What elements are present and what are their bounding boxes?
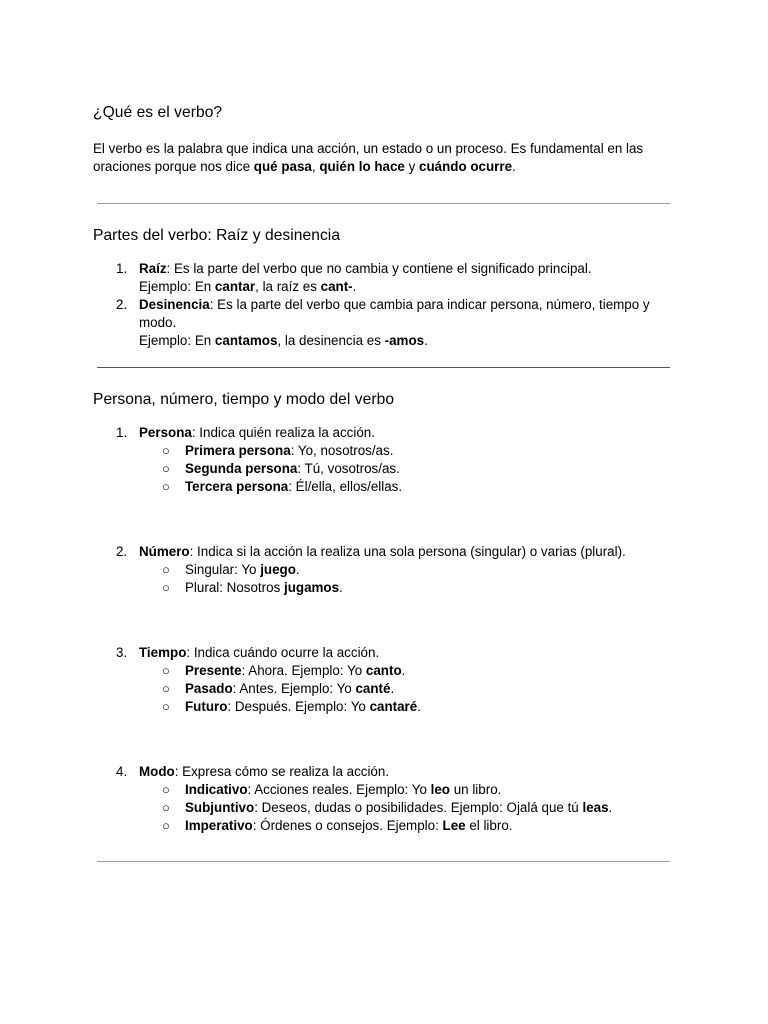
section-divider (97, 861, 670, 862)
example-text: . (352, 279, 357, 294)
sub-text: el libro. (465, 818, 513, 833)
term-tiempo: Tiempo (139, 645, 187, 660)
sub-list-item (139, 817, 673, 835)
circle-bullet-icon: ○ (162, 782, 170, 797)
list-item-modo (93, 763, 673, 835)
list-item-tiempo (93, 644, 673, 716)
sub-text: . (390, 681, 395, 696)
list-item-raiz (93, 260, 673, 296)
sub-list (139, 662, 673, 716)
intro-text: . (512, 159, 516, 174)
persona-numero-tiempo-modo-list (93, 424, 673, 835)
sub-bold: canto (365, 663, 402, 678)
intro-text: El verbo es la palabra que indica una acción, un estado o un proceso. Es fundamental en las oraciones porque nos dice (93, 141, 644, 174)
sub-list-item (139, 662, 673, 680)
sub-text: . (417, 699, 421, 714)
sub-term: Primera persona (185, 443, 291, 458)
sub-bold: canté (355, 681, 391, 696)
sub-text: : Él/ella, ellos/ellas. (288, 479, 403, 494)
sub-term: Tercera persona (185, 479, 289, 494)
sub-list-item (139, 442, 673, 460)
circle-bullet-icon: ○ (162, 663, 170, 678)
list-item-persona (93, 424, 673, 496)
sub-text: : Después. Ejemplo: Yo (227, 699, 370, 714)
sub-term: Imperativo (185, 818, 253, 833)
intro-text: y (404, 159, 420, 174)
sub-list-item (139, 698, 673, 716)
section-divider (97, 203, 670, 204)
section-divider (97, 367, 670, 368)
circle-bullet-icon: ○ (162, 818, 170, 833)
sub-list-item (139, 781, 673, 799)
sub-term: Presente (185, 663, 242, 678)
sub-text: un libro. (450, 782, 502, 797)
sub-term: Indicativo (185, 782, 248, 797)
term-raiz: Raíz (139, 261, 167, 276)
term-numero: Número (139, 544, 190, 559)
item-description: : Expresa cómo se realiza la acción. (174, 764, 390, 779)
sub-list (139, 442, 673, 496)
sub-list (139, 561, 673, 597)
item-description: : Indica si la acción la realiza una sola persona (singular) o varias (plural). (189, 544, 626, 559)
sub-bold: leo (430, 782, 450, 797)
example-text: Ejemplo: En (139, 279, 215, 294)
sub-bold: jugamos (283, 580, 340, 595)
section-title-persona-numero-tiempo-modo: Persona, número, tiempo y modo del verbo (93, 391, 395, 408)
sub-text: : Yo, nosotros/as. (290, 443, 394, 458)
item-description: : Es la parte del verbo que no cambia y contiene el significado principal. (166, 261, 592, 276)
list-number: 4. (116, 764, 128, 779)
circle-bullet-icon: ○ (162, 681, 170, 696)
sub-list-item (139, 680, 673, 698)
example-text: . (424, 333, 428, 348)
sub-bold: juego (260, 562, 296, 577)
list-item-numero (93, 543, 673, 597)
example-bold: cantar (214, 279, 256, 294)
list-number: 2. (116, 297, 128, 312)
list-item-desinencia (93, 296, 673, 350)
sub-text: . (295, 562, 300, 577)
circle-bullet-icon: ○ (162, 461, 170, 476)
term-modo: Modo (139, 764, 175, 779)
sub-text: : Ahora. Ejemplo: Yo (241, 663, 366, 678)
sub-text: . (401, 663, 406, 678)
list-number: 2. (116, 544, 128, 559)
example-text: Ejemplo: En (139, 333, 215, 348)
sub-text: . (608, 800, 613, 815)
example-text: , la raíz es (255, 279, 321, 294)
example-text: , la desinencia es (277, 333, 385, 348)
sub-list-item (139, 460, 673, 478)
example-bold: cant- (320, 279, 353, 294)
term-desinencia: Desinencia (139, 297, 210, 312)
sub-bold: leas (582, 800, 609, 815)
sub-text: : Deseos, dudas o posibilidades. Ejemplo: Ojalá que tú (254, 800, 583, 815)
sub-text: Singular: Yo (185, 562, 261, 577)
sub-text: : Antes. Ejemplo: Yo (232, 681, 356, 696)
intro-paragraph (93, 140, 673, 176)
list-number: 1. (116, 425, 128, 440)
partes-list (93, 260, 673, 350)
sub-list-item (139, 561, 673, 579)
item-description: : Indica cuándo ocurre la acción. (186, 645, 380, 660)
circle-bullet-icon: ○ (162, 580, 170, 595)
circle-bullet-icon: ○ (162, 699, 170, 714)
sub-bold: Lee (442, 818, 466, 833)
section-title-partes-del-verbo: Partes del verbo: Raíz y desinencia (93, 227, 341, 244)
sub-text: : Tú, vosotros/as. (297, 461, 400, 476)
sub-term: Segunda persona (185, 461, 298, 476)
sub-text: : Órdenes o consejos. Ejemplo: (252, 818, 443, 833)
sub-bold: cantaré (369, 699, 418, 714)
sub-text: Plural: Nosotros (185, 580, 284, 595)
example-bold: -amos (384, 333, 425, 348)
intro-bold-cuando-ocurre: cuándo ocurre (419, 159, 513, 174)
sub-text: . (339, 580, 343, 595)
sub-list (139, 781, 673, 835)
sub-list-item (139, 799, 673, 817)
section-title-que-es-el-verbo: ¿Qué es el verbo? (93, 104, 223, 121)
sub-text: : Acciones reales. Ejemplo: Yo (247, 782, 431, 797)
sub-list-item (139, 579, 673, 597)
term-persona: Persona (139, 425, 192, 440)
intro-text: , (311, 159, 320, 174)
item-description: : Indica quién realiza la acción. (191, 425, 375, 440)
document-page (93, 103, 673, 862)
circle-bullet-icon: ○ (162, 479, 170, 494)
circle-bullet-icon: ○ (162, 562, 170, 577)
sub-list-item (139, 478, 673, 496)
sub-term: Pasado (185, 681, 233, 696)
sub-term: Futuro (185, 699, 228, 714)
list-number: 3. (116, 645, 128, 660)
circle-bullet-icon: ○ (162, 800, 170, 815)
intro-bold-quien-lo-hace: quién lo hace (319, 159, 405, 174)
item-description: : Es la parte del verbo que cambia para indicar persona, número, tiempo y modo. (139, 297, 650, 330)
circle-bullet-icon: ○ (162, 443, 170, 458)
list-number: 1. (116, 261, 128, 276)
example-bold: cantamos (214, 333, 278, 348)
sub-term: Subjuntivo (185, 800, 255, 815)
intro-bold-que-pasa: qué pasa (253, 159, 312, 174)
